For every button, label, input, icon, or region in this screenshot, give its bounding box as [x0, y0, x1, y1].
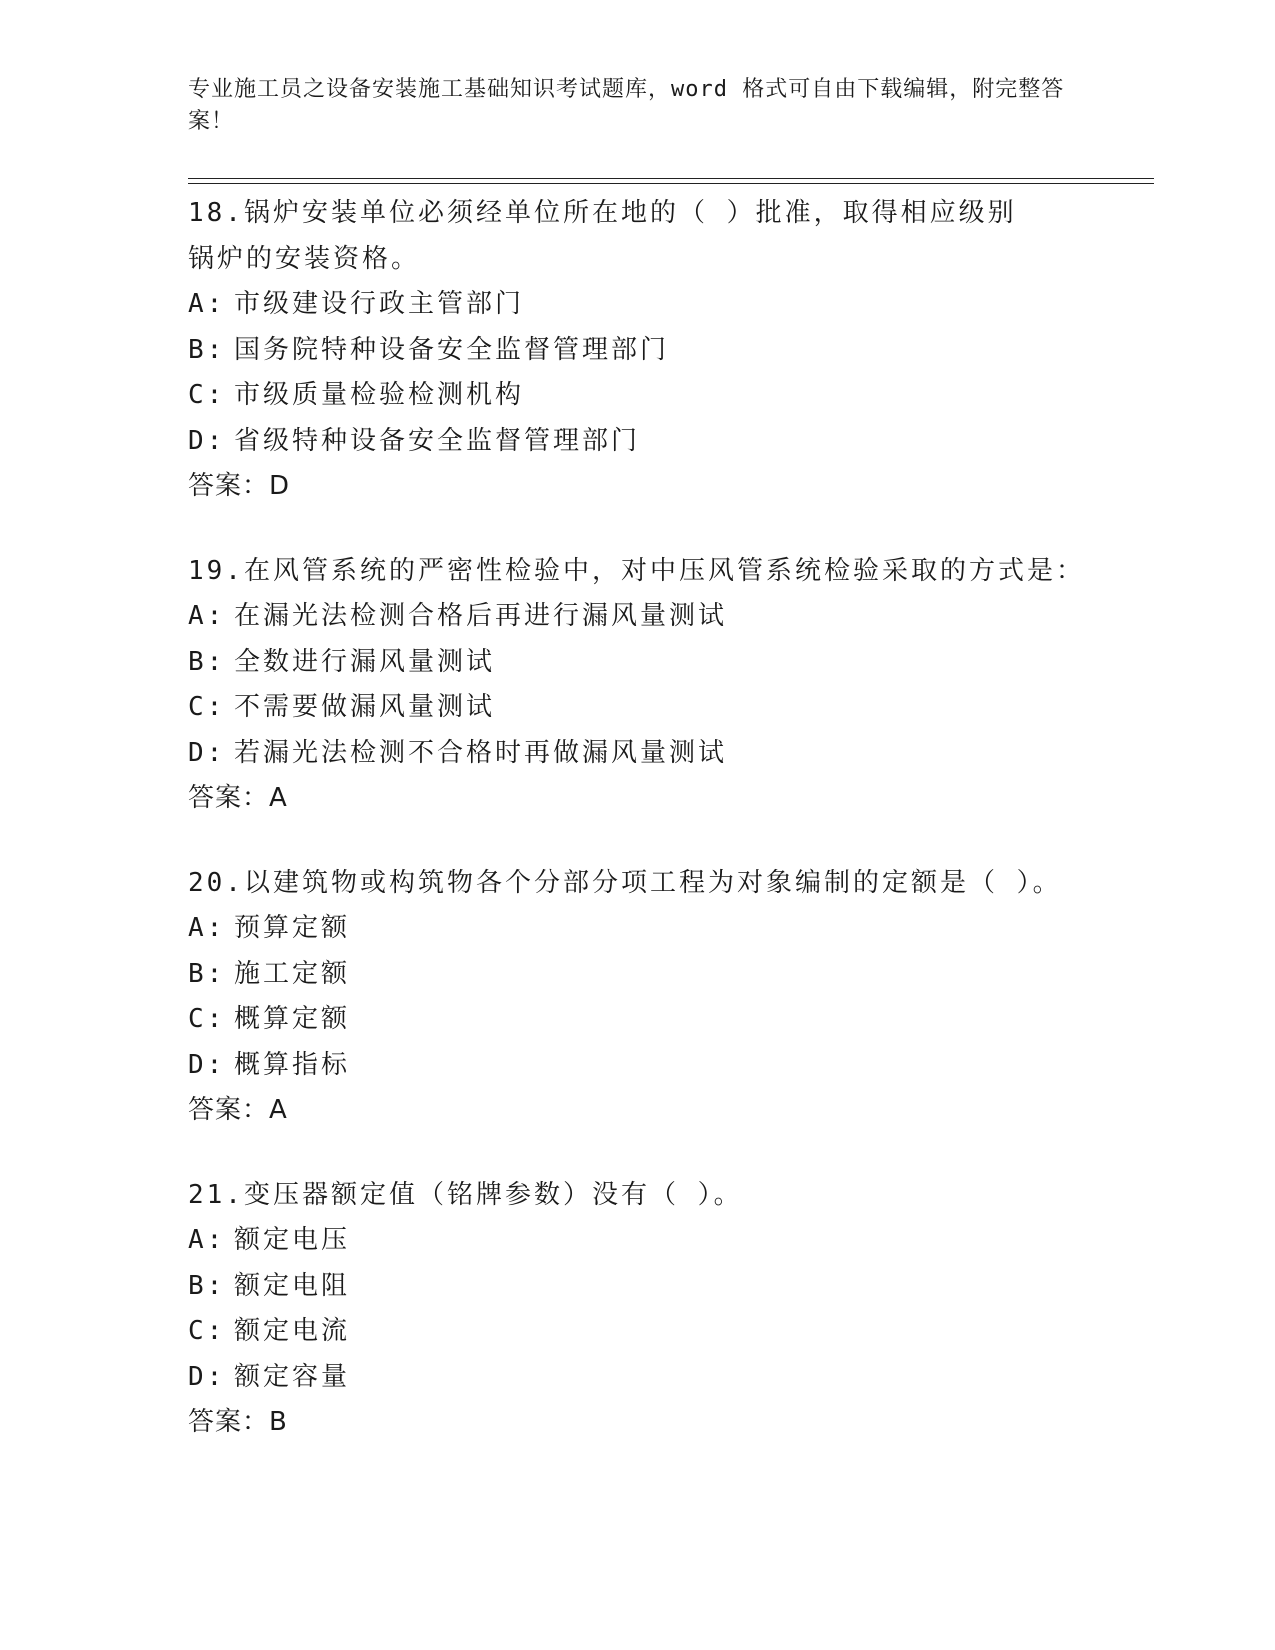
- question-18: [188, 191, 1088, 510]
- option-text: 市级质量检验检测机构: [234, 380, 525, 410]
- option-c: [188, 997, 1088, 1043]
- option-c: [188, 373, 1088, 419]
- option-a: [188, 906, 1088, 952]
- answer: 答案：D: [188, 471, 291, 501]
- option-letter: B:: [188, 334, 226, 365]
- option-text: 若漏光法检测不合格时再做漏风量测试: [234, 737, 728, 768]
- option-d: [188, 1355, 1088, 1401]
- option-b: [188, 1264, 1088, 1310]
- question-list: [188, 191, 1088, 1485]
- option-text: 国务院特种设备安全监督管理部门: [234, 334, 670, 365]
- option-text: 概算指标: [234, 1049, 351, 1080]
- option-b: [188, 640, 1088, 686]
- option-letter: A:: [188, 1225, 226, 1255]
- header-divider-top: [188, 178, 1154, 179]
- option-text: 省级特种设备安全监督管理部门: [234, 425, 641, 456]
- option-letter: B:: [188, 958, 226, 989]
- option-text: 不需要做漏风量测试: [234, 692, 496, 722]
- option-d: [188, 1043, 1088, 1089]
- option-a: [188, 282, 1088, 328]
- answer: 答案：A: [188, 783, 288, 813]
- option-text: 额定电压: [234, 1225, 351, 1255]
- option-text: 额定容量: [234, 1361, 351, 1392]
- document-header: 专业施工员之设备安装施工基础知识考试题库，word 格式可自由下载编辑，附完整答案！: [188, 77, 1065, 134]
- option-letter: A:: [188, 913, 226, 943]
- question-21: [188, 1173, 1088, 1446]
- option-letter: A:: [188, 289, 226, 319]
- option-a: [188, 1218, 1088, 1264]
- answer: 答案：B: [188, 1407, 288, 1437]
- option-letter: C:: [188, 1004, 226, 1034]
- option-letter: A:: [188, 601, 226, 631]
- option-letter: C:: [188, 380, 226, 410]
- option-text: 在漏光法检测合格后再进行漏风量测试: [234, 601, 728, 631]
- option-b: [188, 952, 1088, 998]
- header-divider-bottom: [188, 183, 1154, 184]
- question-stem: 20.以建筑物或构筑物各个分部分项工程为对象编制的定额是（ ）。: [188, 867, 1062, 898]
- question-stem: 19.在风管系统的严密性检验中，对中压风管系统检验采取的方式是：: [188, 555, 1085, 586]
- option-letter: D:: [188, 425, 226, 456]
- option-letter: D:: [188, 737, 226, 768]
- question-stem: 21.变压器额定值（铭牌参数）没有（ ）。: [188, 1179, 743, 1210]
- question-19: [188, 549, 1088, 822]
- option-text: 额定电阻: [234, 1270, 351, 1301]
- question-stem: 18.锅炉安装单位必须经单位所在地的（ ）批准，取得相应级别锅炉的安装资格。: [188, 198, 1017, 274]
- option-text: 全数进行漏风量测试: [234, 646, 496, 677]
- option-b: [188, 328, 1088, 374]
- option-c: [188, 685, 1088, 731]
- option-text: 市级建设行政主管部门: [234, 289, 525, 319]
- option-letter: D:: [188, 1361, 226, 1392]
- option-a: [188, 594, 1088, 640]
- option-letter: D:: [188, 1049, 226, 1080]
- option-text: 概算定额: [234, 1004, 351, 1034]
- option-letter: C:: [188, 1316, 226, 1346]
- option-c: [188, 1309, 1088, 1355]
- option-letter: C:: [188, 692, 226, 722]
- question-20: [188, 861, 1088, 1134]
- option-d: [188, 731, 1088, 777]
- option-d: [188, 419, 1088, 465]
- option-text: 额定电流: [234, 1316, 351, 1346]
- option-letter: B:: [188, 1270, 226, 1301]
- answer: 答案：A: [188, 1095, 288, 1125]
- option-text: 预算定额: [234, 913, 351, 943]
- option-letter: B:: [188, 646, 226, 677]
- option-text: 施工定额: [234, 958, 351, 989]
